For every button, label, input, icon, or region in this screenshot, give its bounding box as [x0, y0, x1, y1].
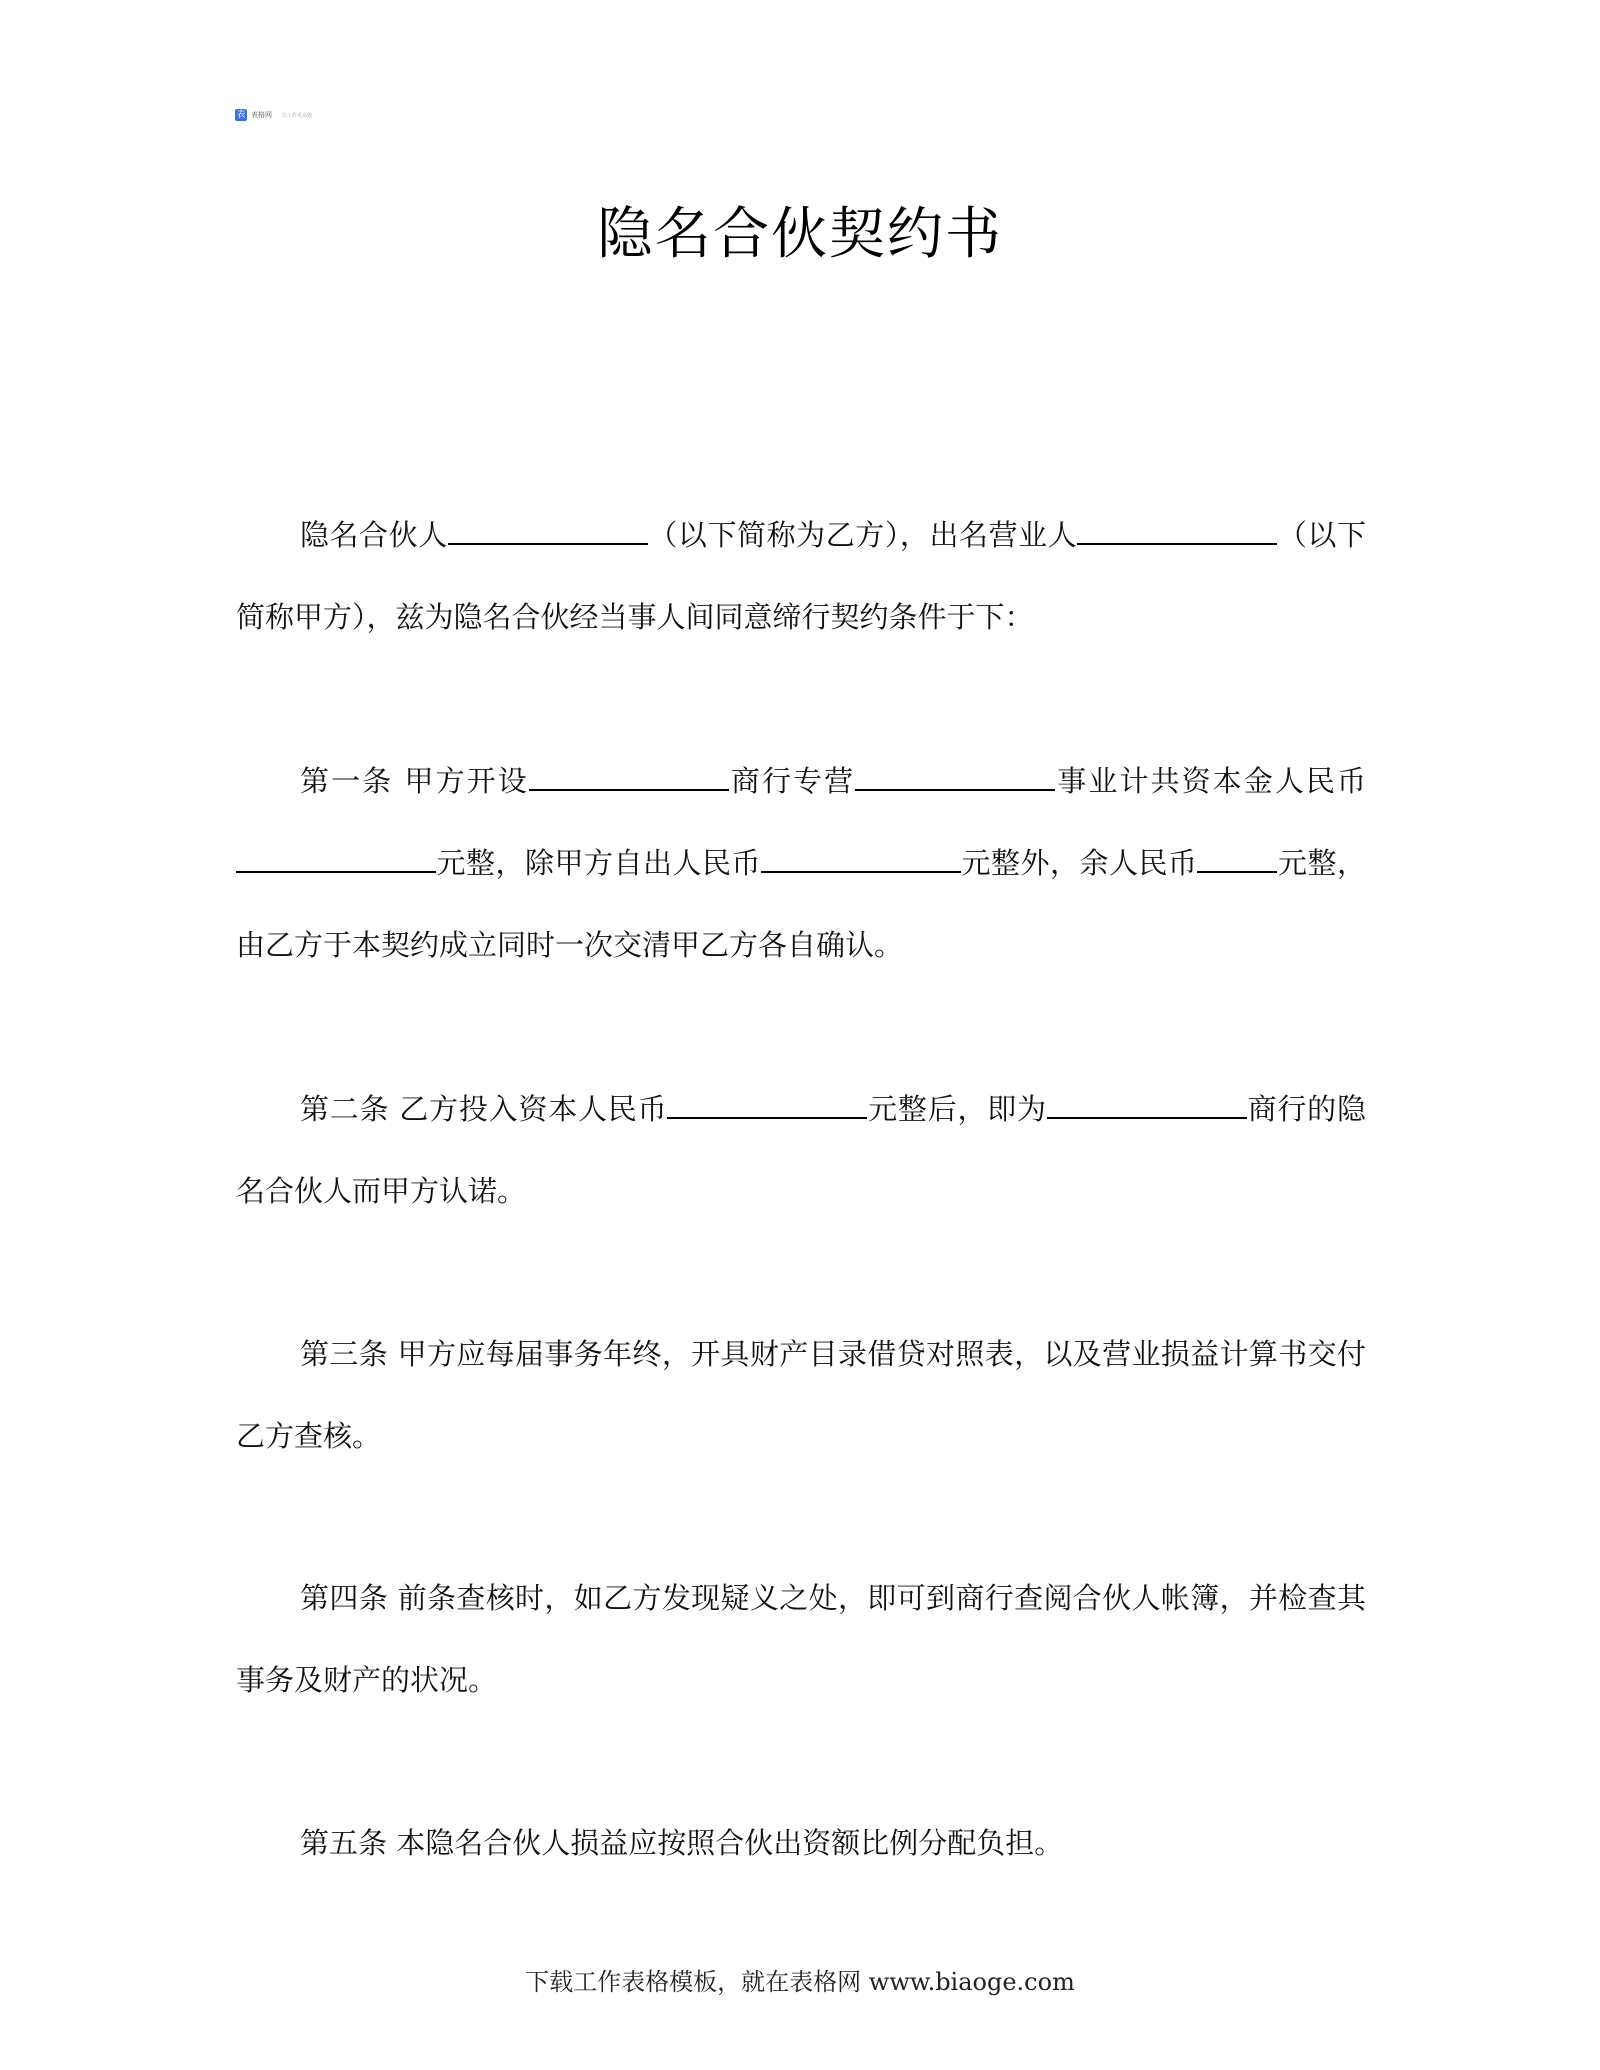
- intro-text-1: 隐名合伙人: [300, 518, 448, 552]
- intro-text-2: （以下简称为乙方），出名营业人: [647, 518, 1078, 552]
- blank-field[interactable]: [667, 1089, 867, 1119]
- blank-field[interactable]: [1047, 1089, 1247, 1119]
- blank-field[interactable]: [855, 761, 1055, 791]
- article-1: [236, 740, 1366, 986]
- blank-field[interactable]: [761, 843, 961, 873]
- document-title: 隐名合伙契约书: [597, 202, 1003, 267]
- article2-text-3: 商行的隐名合伙人而甲方认诺。: [236, 1092, 1366, 1208]
- article-4: 第四条 前条查核时，如乙方发现疑义之处，即可到商行查阅合伙人帐簿，并检查其事务及财产的状况。: [236, 1581, 1366, 1697]
- article-3: 第三条 甲方应每届事务年终，开具财产目录借贷对照表，以及营业损益计算书交付乙方查核。: [236, 1337, 1366, 1453]
- blank-field[interactable]: [448, 515, 648, 545]
- article1-text-1: 第一条 甲方开设: [300, 764, 529, 798]
- article1-text-5: 元整外，余人民币: [960, 846, 1198, 880]
- intro-paragraph: [236, 494, 1366, 658]
- article1-text-4: 元整，除甲方自出人民币: [436, 846, 761, 880]
- footer-text: 下载工作表格模板，就在表格网 www.biaoge.com: [525, 1968, 1075, 1996]
- logo-icon: 表: [236, 110, 246, 120]
- logo-slogan: 让工作更高效: [282, 112, 313, 119]
- blank-field[interactable]: [529, 761, 729, 791]
- article2-text-2: 元整后，即为: [867, 1092, 1047, 1126]
- article-2: [236, 1068, 1366, 1232]
- article1-text-3: 事业计共资本金人民币: [1055, 764, 1366, 798]
- article2-text-1: 第二条 乙方投入资本人民币: [300, 1092, 668, 1126]
- article-5: 第五条 本隐名合伙人损益应按照合伙出资额比例分配负担。: [300, 1826, 1064, 1860]
- logo-name: 表格网: [251, 111, 272, 119]
- logo: [235, 109, 312, 121]
- blank-field[interactable]: [1077, 515, 1277, 545]
- article1-text-6: 元整，由乙方于本契约成立同时一次交清甲乙方各自确认。: [236, 846, 1366, 962]
- blank-field[interactable]: [236, 843, 436, 873]
- intro-text-3: （以下简称甲方），兹为隐名合伙经当事人间同意缔行契约条件于下：: [236, 518, 1366, 634]
- blank-field[interactable]: [1197, 843, 1277, 873]
- article1-text-2: 商行专营: [728, 764, 856, 798]
